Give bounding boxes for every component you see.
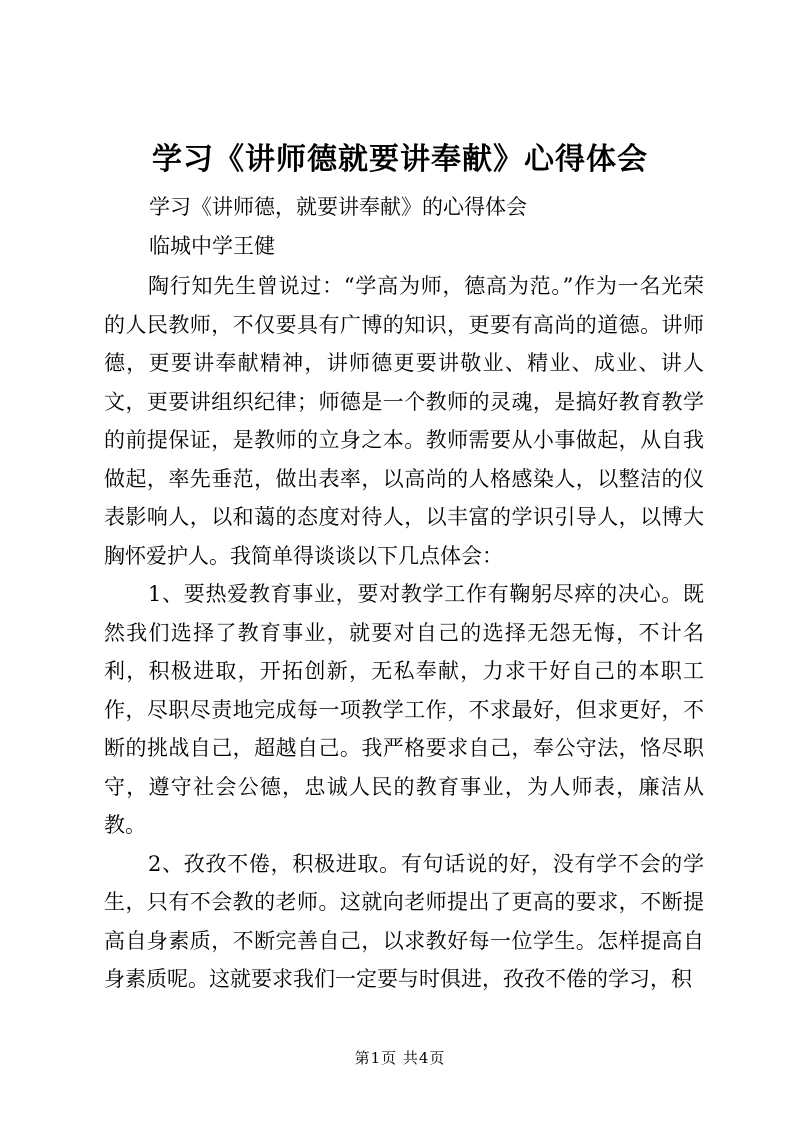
body-paragraph: 1、要热爱教育事业，要对教学工作有鞠躬尽瘁的决心。既然我们选择了教育事业，就要对自己的选择无怨无悔，不计名利，积极进取，开拓创新，无私奉献，力求干好自己的本职工作，尽职尽责地完成每一项教学工作，不求最好，但求更好，不断的挑战自己，超越自己。我严格要求自己，奉公守法，恪尽职守，遵守社会公德，忠诚人民的教育事业，为人师表，廉洁从教。: [104, 582, 704, 837]
document-body: [104, 267, 704, 999]
page-number-footer: 第1页 共4页: [354, 1049, 446, 1067]
document-author: 临城中学王健: [149, 234, 275, 258]
body-paragraph: 2、孜孜不倦，积极进取。有句话说的好，没有学不会的学生，只有不会教的老师。这就向老师提出了更高的要求，不断提高自身素质，不断完善自己，以求教好每一位学生。怎样提高自身素质呢。这就要求我们一定要与时俱进，孜孜不倦的学习，积: [104, 851, 704, 991]
document-subtitle: 学习《讲师德，就要讲奉献》的心得体会: [149, 195, 527, 219]
body-paragraph: 陶行知先生曾说过：“学高为师，德高为范。”作为一名光荣的人民教师，不仅要具有广博的知识，更要有高尚的道德。讲师德，更要讲奉献精神，讲师德更要讲敬业、精业、成业、讲人文，更要讲组织纪律；师德是一个教师的灵魂，是搞好教育教学的前提保证，是教师的立身之本。教师需要从小事做起，从自我做起，率先垂范，做出表率，以高尚的人格感染人，以整洁的仪表影响人，以和蔼的态度对待人，以丰富的学识引导人，以博大胸怀爱护人。我简单得谈谈以下几点体会：: [104, 274, 704, 568]
document-title: 学习《讲师德就要讲奉献》心得体会: [152, 142, 648, 177]
